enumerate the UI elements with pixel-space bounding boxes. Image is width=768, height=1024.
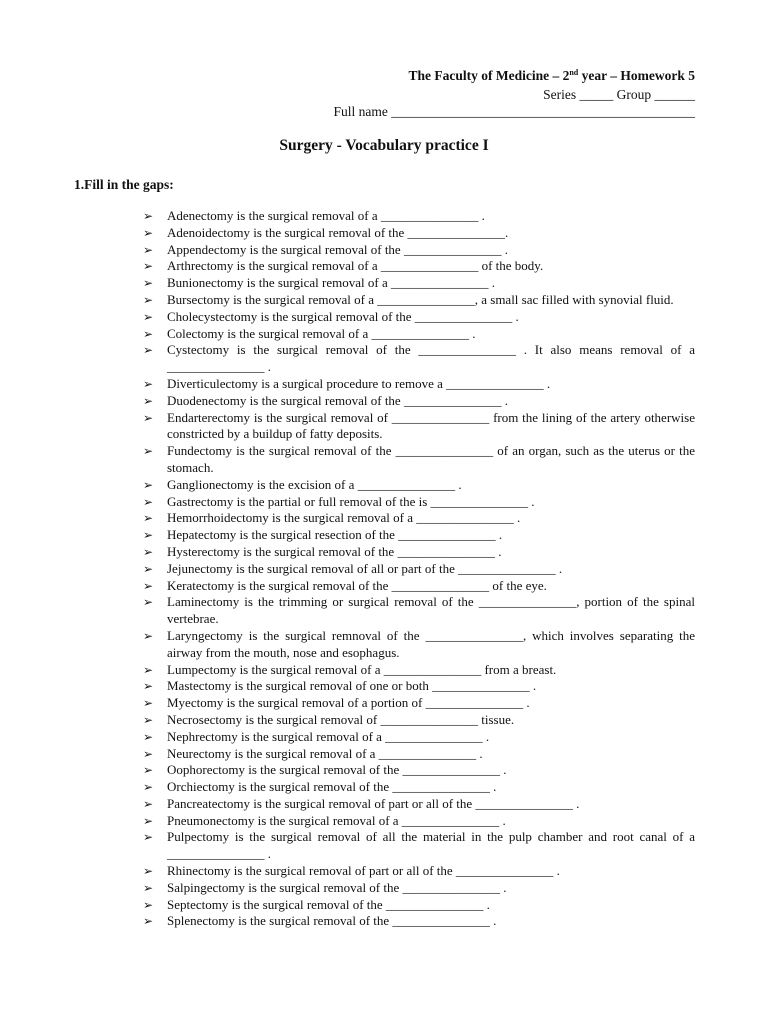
list-item-text: Adenoidectomy is the surgical removal of the _______________. (167, 224, 509, 240)
list-item (143, 762, 695, 779)
list-item-text: Laryngectomy is the surgical remnoval of the _______________, which involves separating the airway from the mouth, nose and esophagus. (167, 627, 695, 660)
list-item (143, 863, 695, 880)
list-item (143, 913, 695, 930)
list-item-text: Neurectomy is the surgical removal of a _______________ . (167, 745, 483, 761)
list-item (143, 242, 695, 259)
list-item (143, 594, 695, 628)
list-item (143, 779, 695, 796)
list-item-text: Necrosectomy is the surgical removal of _______________ tissue. (167, 711, 515, 727)
list-item-text: Lumpectomy is the surgical removal of a _______________ from a breast. (167, 661, 557, 677)
list-item-text: Duodenectomy is the surgical removal of the _______________ . (167, 392, 508, 408)
page-title: Surgery - Vocabulary practice I (279, 137, 489, 154)
list-item (143, 527, 695, 544)
list-item-text: Cystectomy is the surgical removal of the _______________ . It also means removal of a _______________ . (167, 342, 695, 375)
list-item (143, 662, 695, 679)
arrow-bullet-icon: ➢ (143, 561, 154, 576)
list-item (143, 292, 695, 309)
list-item-text: Fundectomy is the surgical removal of the _______________ of an organ, such as the uterus or the stomach. (167, 443, 695, 475)
list-item (143, 813, 695, 830)
arrow-bullet-icon: ➢ (143, 477, 154, 492)
arrow-bullet-icon: ➢ (143, 259, 154, 274)
list-item-text: Laminectomy is the trimming or surgical removal of the _______________, portion of the spinal vertebrae. (167, 594, 695, 627)
arrow-bullet-icon: ➢ (143, 628, 154, 643)
list-item (143, 393, 695, 410)
list-item-text: Endarterectomy is the surgical removal of _______________ from the lining of the artery otherwise constricted by a buildup of fatty deposits. (167, 409, 695, 442)
arrow-bullet-icon: ➢ (143, 830, 154, 845)
arrow-bullet-icon: ➢ (143, 511, 154, 526)
header-series-group: Series _____ Group ______ (543, 87, 695, 102)
list-item (143, 510, 695, 527)
list-item-text: Septectomy is the surgical removal of the _______________ . (167, 896, 490, 912)
header-course-superscript: nd (569, 68, 579, 77)
header-course-suffix: year – Homework 5 (578, 68, 695, 83)
arrow-bullet-icon: ➢ (143, 662, 154, 677)
list-item (143, 578, 695, 595)
list-item-text: Hysterectomy is the surgical removal of the _______________ . (167, 543, 502, 559)
arrow-bullet-icon: ➢ (143, 864, 154, 879)
list-item-text: Diverticulectomy is a surgical procedure to remove a _______________ . (167, 375, 551, 391)
arrow-bullet-icon: ➢ (143, 880, 154, 895)
arrow-bullet-icon: ➢ (143, 343, 154, 358)
section-heading: 1.Fill in the gaps: (74, 177, 174, 192)
list-item-text: Oophorectomy is the surgical removal of the _______________ . (167, 762, 507, 778)
list-item (143, 729, 695, 746)
list-item (143, 695, 695, 712)
list-item (143, 829, 695, 863)
list-item-text: Keratectomy is the surgical removal of the _______________ of the eye. (167, 577, 547, 593)
header-course-prefix: The Faculty of Medicine – 2 (408, 68, 570, 83)
list-item-text: Rhinectomy is the surgical removal of part or all of the _______________ . (167, 863, 560, 879)
arrow-bullet-icon: ➢ (143, 326, 154, 341)
arrow-bullet-icon: ➢ (143, 544, 154, 559)
list-item-text: Splenectomy is the surgical removal of the _______________ . (167, 913, 497, 929)
list-item-text: Pneumonectomy is the surgical removal of a _______________ . (167, 812, 506, 828)
list-item (143, 494, 695, 511)
list-item-text: Pancreatectomy is the surgical removal of part or all of the _______________ . (167, 795, 580, 811)
list-item-text: Ganglionectomy is the excision of a _______________ . (167, 476, 462, 492)
arrow-bullet-icon: ➢ (143, 393, 154, 408)
list-item (143, 326, 695, 343)
list-item-text: Appendectomy is the surgical removal of the _______________ . (167, 241, 508, 257)
arrow-bullet-icon: ➢ (143, 679, 154, 694)
arrow-bullet-icon: ➢ (143, 494, 154, 509)
list-item-text: Salpingectomy is the surgical removal of the _______________ . (167, 879, 507, 895)
list-item (143, 208, 695, 225)
header-full-name: Full name _____________________________________________ (333, 104, 695, 119)
list-item (143, 628, 695, 662)
arrow-bullet-icon: ➢ (143, 276, 154, 291)
list-item-text: Pulpectomy is the surgical removal of all the material in the pulp chamber and root canal of a _______________ . (167, 829, 695, 862)
arrow-bullet-icon: ➢ (143, 712, 154, 727)
list-item (143, 678, 695, 695)
list-item (143, 410, 695, 444)
list-item (143, 275, 695, 292)
list-item-text: Hemorrhoidectomy is the surgical removal of a _______________ . (167, 510, 521, 526)
list-item-text: Bursectomy is the surgical removal of a _______________, a small sac filled with synovial fluid. (167, 291, 674, 307)
arrow-bullet-icon: ➢ (143, 746, 154, 761)
list-item-text: Colectomy is the surgical removal of a _______________ . (167, 325, 476, 341)
arrow-bullet-icon: ➢ (143, 528, 154, 543)
arrow-bullet-icon: ➢ (143, 595, 154, 610)
list-item-text: Gastrectomy is the partial or full removal of the is _______________ . (167, 493, 535, 509)
list-item (143, 880, 695, 897)
list-item (143, 342, 695, 376)
list-item-text: Myectomy is the surgical removal of a portion of _______________ . (167, 695, 530, 711)
list-item-text: Adenectomy is the surgical removal of a _______________ . (167, 208, 485, 223)
list-item (143, 796, 695, 813)
arrow-bullet-icon: ➢ (143, 578, 154, 593)
arrow-bullet-icon: ➢ (143, 225, 154, 240)
arrow-bullet-icon: ➢ (143, 292, 154, 307)
list-item-text: Arthrectomy is the surgical removal of a _______________ of the body. (167, 258, 544, 274)
arrow-bullet-icon: ➢ (143, 763, 154, 778)
arrow-bullet-icon: ➢ (143, 242, 154, 257)
list-item (143, 477, 695, 494)
arrow-bullet-icon: ➢ (143, 696, 154, 711)
header-course-line (409, 67, 696, 84)
list-item-text: Hepatectomy is the surgical resection of the _______________ . (167, 527, 503, 543)
list-item-text: Mastectomy is the surgical removal of one or both _______________ . (167, 678, 537, 694)
list-item (143, 897, 695, 914)
arrow-bullet-icon: ➢ (143, 914, 154, 929)
list-item (143, 309, 695, 326)
list-item-text: Cholecystectomy is the surgical removal of the _______________ . (167, 308, 519, 324)
list-item-text: Jejunectomy is the surgical removal of all or part of the _______________ . (167, 560, 563, 576)
arrow-bullet-icon: ➢ (143, 444, 154, 459)
arrow-bullet-icon: ➢ (143, 813, 154, 828)
arrow-bullet-icon: ➢ (143, 209, 154, 223)
list-item (143, 225, 695, 242)
arrow-bullet-icon: ➢ (143, 780, 154, 795)
arrow-bullet-icon: ➢ (143, 796, 154, 811)
list-item (143, 544, 695, 561)
list-item (143, 376, 695, 393)
arrow-bullet-icon: ➢ (143, 309, 154, 324)
list-item (143, 561, 695, 578)
arrow-bullet-icon: ➢ (143, 729, 154, 744)
list-item-text: Orchiectomy is the surgical removal of the _______________ . (167, 779, 497, 795)
exercise-list (143, 208, 695, 930)
list-item (143, 712, 695, 729)
list-item-text: Bunionectomy is the surgical removal of a _______________ . (167, 275, 495, 291)
list-item (143, 443, 695, 477)
arrow-bullet-icon: ➢ (143, 897, 154, 912)
list-item (143, 258, 695, 275)
arrow-bullet-icon: ➢ (143, 376, 154, 391)
list-item-text: Nephrectomy is the surgical removal of a _______________ . (167, 728, 490, 744)
arrow-bullet-icon: ➢ (143, 410, 154, 425)
list-item (143, 746, 695, 763)
